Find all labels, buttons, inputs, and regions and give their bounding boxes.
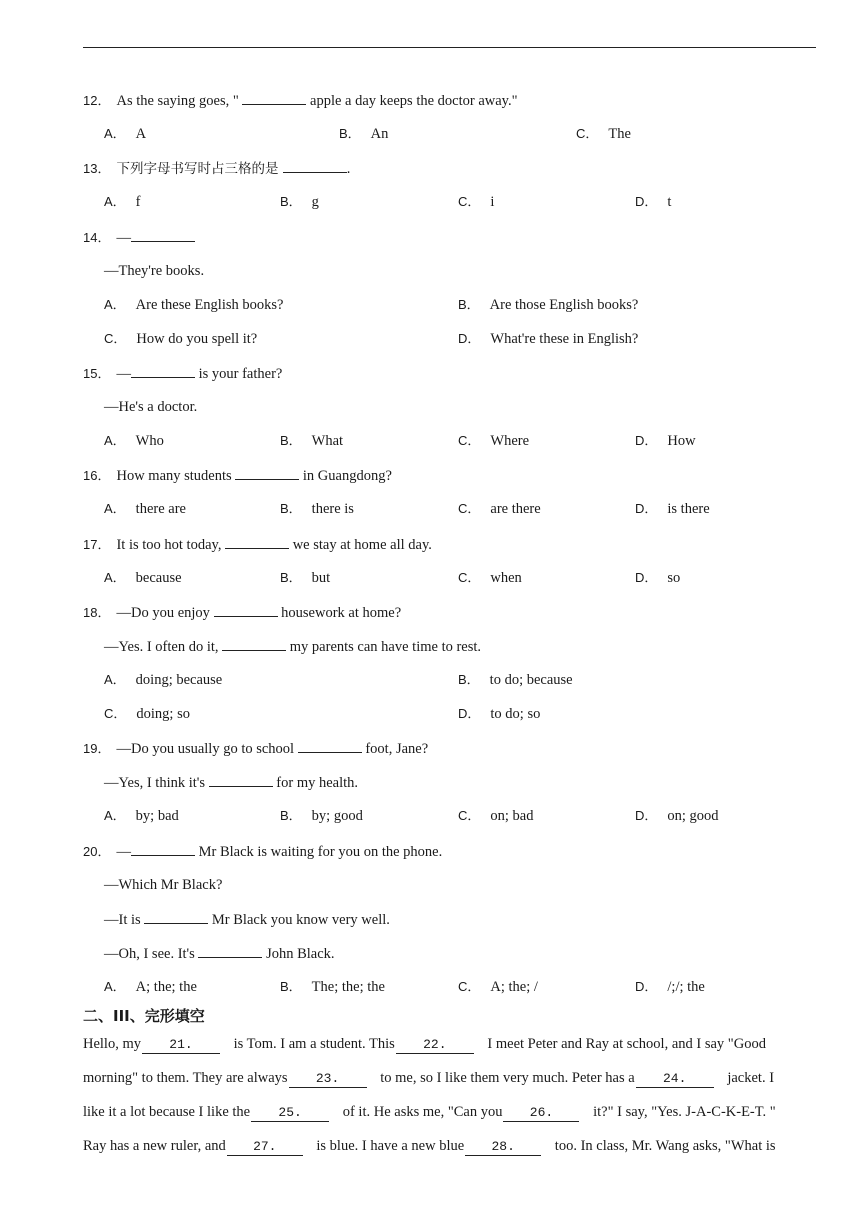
question-13: 13． 下列字母书写时占三格的是 . <box>83 158 350 179</box>
question-17: 17． It is too hot today, we stay at home all day. <box>83 534 432 555</box>
option-13-c: C． i <box>458 194 495 210</box>
option-16-a: A． there are <box>104 501 186 517</box>
question-18-reply: —Yes. I often do it, my parents can have time to rest. <box>104 636 481 657</box>
option-20-d: D． /;/; the <box>635 979 705 995</box>
question-18: 18． —Do you enjoy housework at home? <box>83 602 401 623</box>
option-17-d: D． so <box>635 570 681 586</box>
question-14-reply: —They're books. <box>104 263 205 279</box>
option-14-a: A． Are these English books? <box>104 297 284 313</box>
question-20: 20． — Mr Black is waiting for you on the phone. <box>83 841 442 862</box>
passage-line-1: Hello, my 21. is Tom. I am a student. This 22. I meet Peter and Ray at school, and I say "Good <box>83 1036 766 1052</box>
question-20-line4: —Oh, I see. It's John Black. <box>104 943 335 964</box>
question-15-reply: —He's a doctor. <box>104 399 198 415</box>
option-15-b: B． What <box>280 433 344 449</box>
option-18-b: B． to do; because <box>458 672 573 688</box>
option-19-a: A． by; bad <box>104 808 179 824</box>
question-14: 14． — <box>83 227 195 248</box>
option-14-d: D． What're these in English? <box>458 331 639 347</box>
option-16-b: B． there is <box>280 501 354 517</box>
option-15-c: C． Where <box>458 433 530 449</box>
option-14-b: B． Are those English books? <box>458 297 639 313</box>
option-18-d: D． to do; so <box>458 706 541 722</box>
question-15: 15． — is your father? <box>83 363 282 384</box>
option-12-b: B． An <box>339 126 389 142</box>
question-20-line3: —It is Mr Black you know very well. <box>104 909 390 930</box>
question-16: 16． How many students in Guangdong? <box>83 465 392 486</box>
option-20-c: C． A; the; / <box>458 979 538 995</box>
question-19-reply: —Yes, I think it's for my health. <box>104 772 358 793</box>
option-15-a: A． Who <box>104 433 164 449</box>
option-12-c: C． The <box>576 126 631 142</box>
option-13-b: B． g <box>280 194 319 210</box>
option-14-c: C． How do you spell it? <box>104 331 258 347</box>
option-20-b: B． The; the; the <box>280 979 385 995</box>
option-17-b: B． but <box>280 570 331 586</box>
option-18-a: A． doing; because <box>104 672 223 688</box>
option-19-b: B． by; good <box>280 808 363 824</box>
option-15-d: D． How <box>635 433 696 449</box>
option-17-c: C． when <box>458 570 522 586</box>
question-19: 19． —Do you usually go to school foot, Jane? <box>83 738 428 759</box>
passage-line-3: like it a lot because I like the 25. of it. He asks me, "Can you 26. it?" I say, "Yes. J-A-C-K-E-T. " <box>83 1104 776 1120</box>
option-19-c: C． on; bad <box>458 808 534 824</box>
section-title: 二、III、完形填空 <box>83 1007 205 1025</box>
passage-line-2: morning" to them. They are always 23. to me, so I like them very much. Peter has a 24. jacket. I <box>83 1070 775 1086</box>
option-19-d: D． on; good <box>635 808 719 824</box>
option-17-a: A． because <box>104 570 182 586</box>
option-16-d: D． is there <box>635 501 710 517</box>
option-20-a: A． A; the; the <box>104 979 197 995</box>
option-18-c: C． doing; so <box>104 706 190 722</box>
option-16-c: C． are there <box>458 501 541 517</box>
question-20-line2: —Which Mr Black? <box>104 877 223 893</box>
option-12-a: A． A <box>104 126 147 142</box>
option-13-d: D． t <box>635 194 672 210</box>
header-rule <box>83 47 816 48</box>
option-13-a: A． f <box>104 194 141 210</box>
passage-line-4: Ray has a new ruler, and 27. is blue. I have a new blue 28. too. In class, Mr. Wang asks, "What is <box>83 1138 776 1154</box>
question-12: 12． As the saying goes, " apple a day keeps the doctor away." <box>83 90 518 111</box>
